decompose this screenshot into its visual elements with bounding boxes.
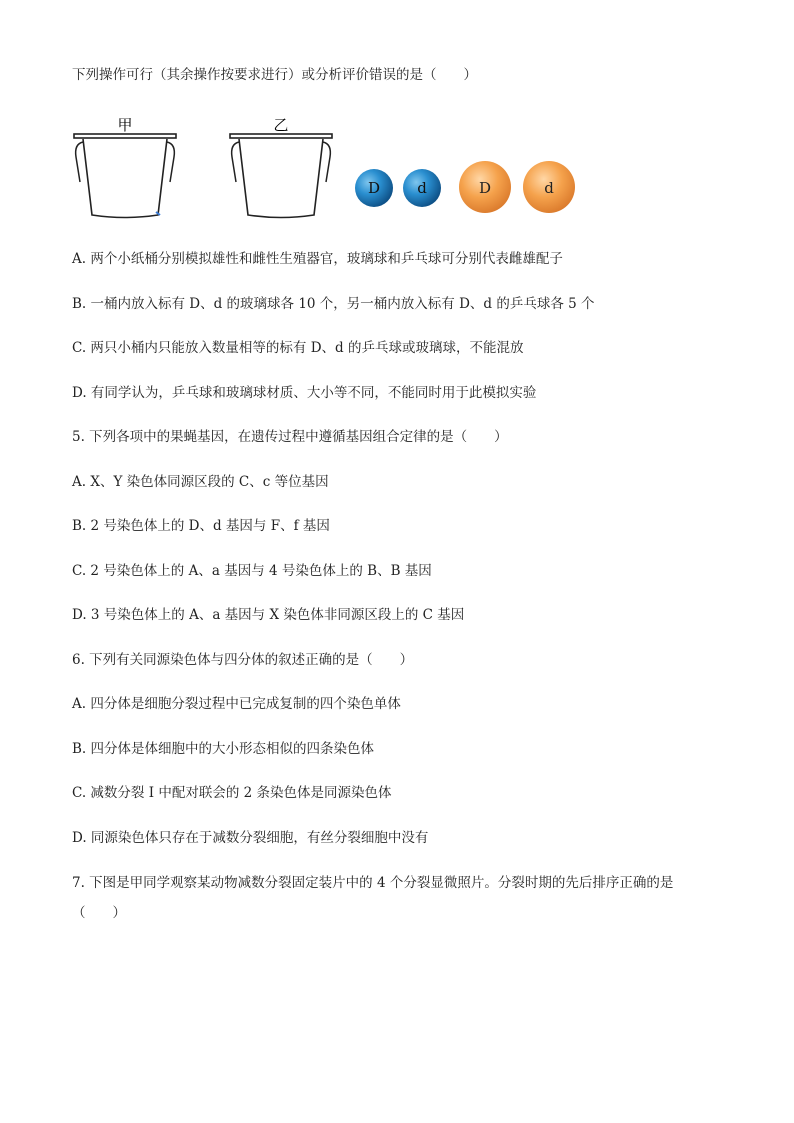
q6-option-a: A. 四分体是细胞分裂过程中已完成复制的四个染色单体 <box>72 696 401 712</box>
bucket-label-jia: 甲 <box>117 116 133 134</box>
q7-stem: 7. 下图是甲同学观察某动物减数分裂固定装片中的 4 个分裂显微照片。分裂时期的先后排序正确的是 <box>72 875 674 891</box>
q6-option-b: B. 四分体是体细胞中的大小形态相似的四条染色体 <box>72 741 375 757</box>
bucket-label-yi: 乙 <box>273 116 289 134</box>
q4-stem: 下列操作可行（其余操作按要求进行）或分析评价错误的是（ ） <box>72 67 477 83</box>
q4-figure <box>72 112 582 224</box>
pingpong-ball-d <box>523 161 575 213</box>
q5-option-d: D. 3 号染色体上的 A、a 基因与 X 染色体非同源区段上的 C 基因 <box>72 607 465 623</box>
q6-option-d: D. 同源染色体只存在于减数分裂细胞，有丝分裂细胞中没有 <box>72 830 429 846</box>
q7-stem-cont: （ ） <box>72 905 126 921</box>
q4-option-b: B. 一桶内放入标有 D、d 的玻璃球各 10 个，另一桶内放入标有 D、d 的乒乓球各 5 个 <box>72 296 595 312</box>
bucket-jia <box>74 116 176 218</box>
q5-option-a: A. X、Y 染色体同源区段的 C、c 等位基因 <box>72 474 329 490</box>
q6-stem: 6. 下列有关同源染色体与四分体的叙述正确的是（ ） <box>72 652 414 668</box>
svg-text:d: d <box>417 179 427 197</box>
q4-option-a: A. 两个小纸桶分别模拟雄性和雌性生殖器官，玻璃球和乒乓球可分别代表雌雄配子 <box>72 251 563 267</box>
q5-option-c: C. 2 号染色体上的 A、a 基因与 4 号染色体上的 B、B 基因 <box>72 563 432 579</box>
glass-ball-D <box>355 169 393 207</box>
pingpong-ball-D <box>459 161 511 213</box>
q4-option-d: D. 有同学认为，乒乓球和玻璃球材质、大小等不同，不能同时用于此模拟实验 <box>72 385 537 401</box>
q5-stem: 5. 下列各项中的果蝇基因，在遗传过程中遵循基因组合定律的是（ ） <box>72 429 508 445</box>
q5-option-b: B. 2 号染色体上的 D、d 基因与 F、f 基因 <box>72 518 330 534</box>
glass-ball-d <box>403 169 441 207</box>
svg-text:D: D <box>478 179 492 197</box>
svg-text:d: d <box>544 179 554 197</box>
q4-option-c: C. 两只小桶内只能放入数量相等的标有 D、d 的乒乓球或玻璃球，不能混放 <box>72 340 524 356</box>
bucket-yi <box>230 116 332 218</box>
q6-option-c: C. 减数分裂 I 中配对联会的 2 条染色体是同源染色体 <box>72 785 392 801</box>
svg-text:D: D <box>367 179 381 197</box>
